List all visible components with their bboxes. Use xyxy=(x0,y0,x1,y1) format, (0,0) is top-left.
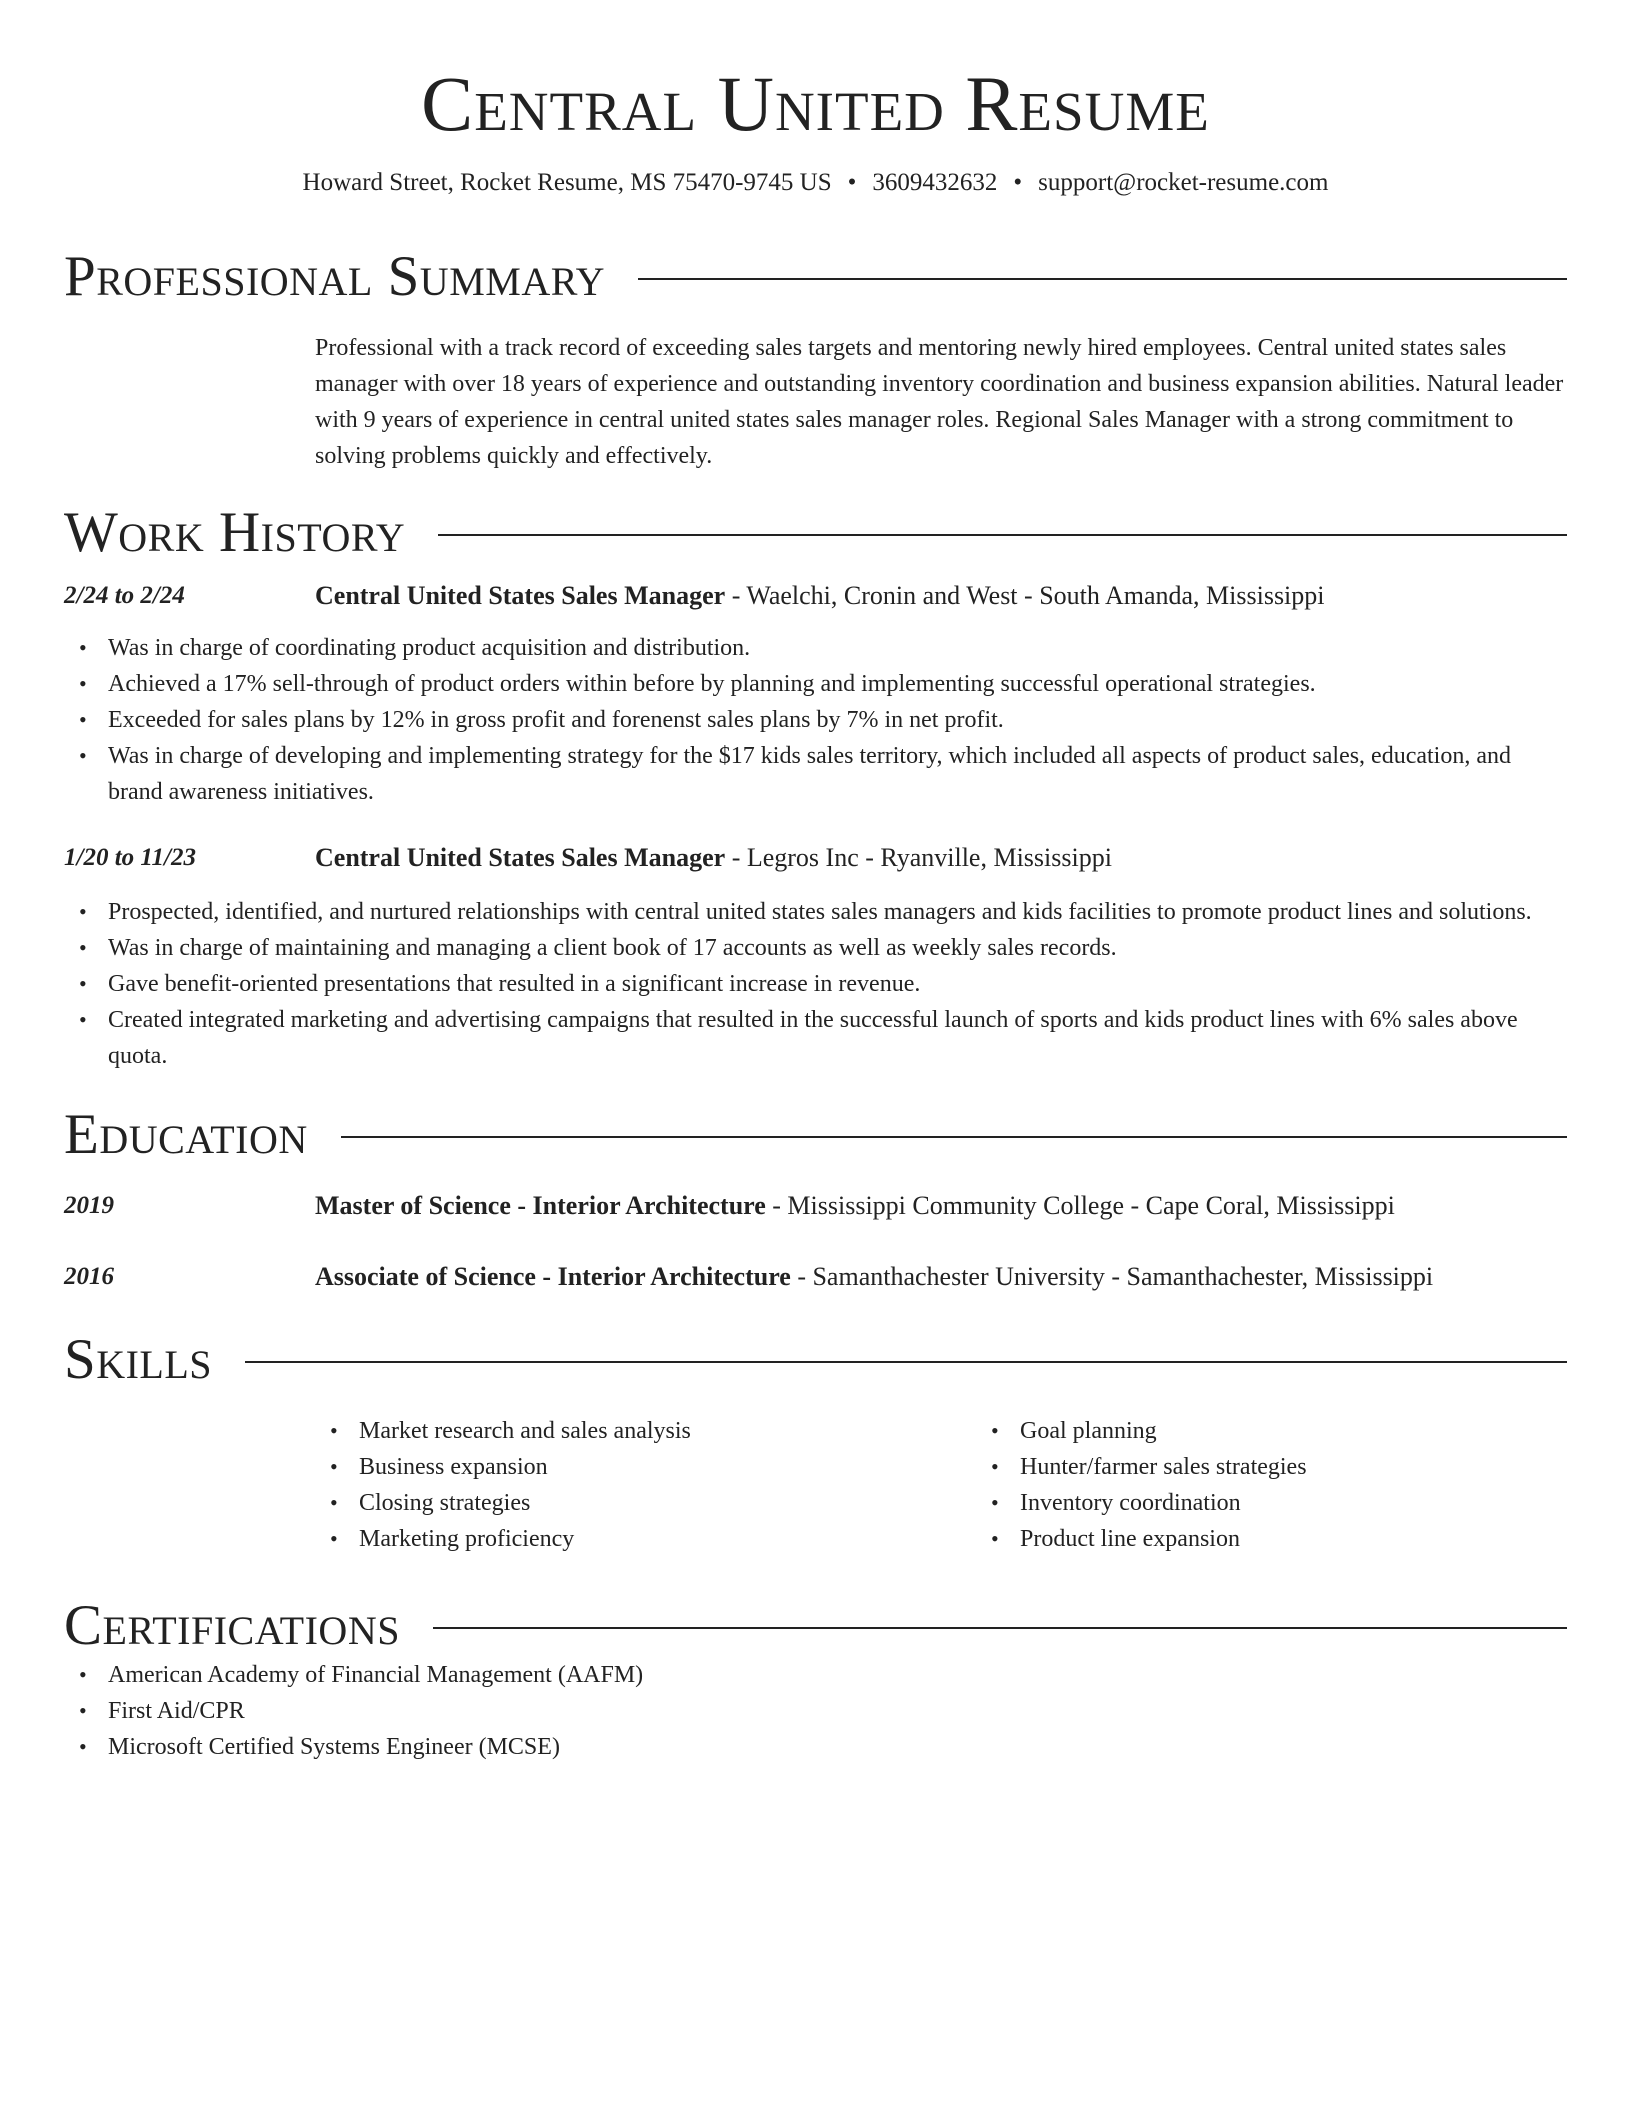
education-section-heading xyxy=(64,1104,1567,1166)
list-item: • Product line expansion xyxy=(1020,1521,1307,1557)
list-item: • Achieved a 17% sell-through of product orders within before by planning and implementing successful operational strategies. xyxy=(108,666,1567,702)
list-item: • Exceeded for sales plans by 12% in gross profit and forenenst sales plans by 7% in net profit. xyxy=(108,702,1567,738)
job-title: Central United States Sales Manager xyxy=(315,581,726,610)
job-heading xyxy=(315,840,1112,876)
education-school: - Mississippi Community College - Cape Coral, Mississippi xyxy=(765,1191,1395,1220)
job-bullets xyxy=(64,630,1567,810)
contact-phone: 3609432632 xyxy=(872,169,998,196)
certifications-list xyxy=(64,1657,1567,1765)
contact-address: Howard Street, Rocket Resume, MS 75470-9745 US xyxy=(302,169,832,196)
education-degree: Associate of Science - Interior Architecture xyxy=(315,1262,791,1291)
job-dates: 2/24 to 2/24 xyxy=(64,582,185,609)
contact-email[interactable]: support@rocket-resume.com xyxy=(1038,169,1329,196)
section-rule xyxy=(433,1627,1567,1629)
skills-section-heading xyxy=(64,1329,1567,1391)
list-item: • Was in charge of maintaining and managing a client book of 17 accounts as well as weekly sales records. xyxy=(108,930,1567,966)
education-heading xyxy=(315,1259,1433,1295)
list-item: • Market research and sales analysis xyxy=(359,1413,976,1449)
job-bullets xyxy=(64,894,1567,1074)
education-year: 2019 xyxy=(64,1192,114,1219)
education-entry xyxy=(64,1259,1567,1295)
education-degree: Master of Science - Interior Architecture xyxy=(315,1191,766,1220)
certifications-section-heading xyxy=(64,1595,1567,1657)
section-title: Certifications xyxy=(64,1594,400,1657)
list-item: • Hunter/farmer sales strategies xyxy=(1020,1449,1307,1485)
contact-separator: • xyxy=(1013,169,1023,196)
section-rule xyxy=(341,1136,1567,1138)
job-entry xyxy=(64,840,1567,1074)
section-title: Skills xyxy=(64,1328,213,1391)
job-employer: - Legros Inc - Ryanville, Mississippi xyxy=(725,843,1112,872)
education-year: 2016 xyxy=(64,1263,114,1290)
contact-separator: • xyxy=(847,169,857,196)
job-heading xyxy=(315,578,1325,614)
education-entry xyxy=(64,1188,1567,1224)
job-entry xyxy=(64,578,1567,810)
summary-section-heading xyxy=(64,246,1567,308)
section-title: Work History xyxy=(64,501,406,564)
education-school: - Samanthachester University - Samanthachester, Mississippi xyxy=(790,1262,1434,1291)
contact-line xyxy=(64,168,1567,198)
section-rule xyxy=(638,278,1567,280)
job-employer: - Waelchi, Cronin and West - South Amanda, Mississippi xyxy=(725,581,1325,610)
education-heading xyxy=(315,1188,1395,1224)
list-item: • American Academy of Financial Management (AAFM) xyxy=(108,1657,1567,1693)
list-item: • Marketing proficiency xyxy=(359,1521,976,1557)
list-item: • Microsoft Certified Systems Engineer (MCSE) xyxy=(108,1729,1567,1765)
job-title: Central United States Sales Manager xyxy=(315,843,726,872)
resume-name: Central United Resume xyxy=(421,60,1210,147)
list-item: • Gave benefit-oriented presentations that resulted in a significant increase in revenue. xyxy=(108,966,1567,1002)
skills-columns xyxy=(315,1413,1567,1557)
work-section-heading xyxy=(64,502,1567,564)
skills-list-right xyxy=(976,1413,1307,1557)
list-item: • Closing strategies xyxy=(359,1485,976,1521)
summary-text: Professional with a track record of exceeding sales targets and mentoring newly hired employees. Central united states sales manager with over 18 years of experience and outstanding inventory coordination and business expansion abilities. Natural leader with 9 years of experience in central united states sales manager roles. Regional Sales Manager with a strong commitment to solving problems quickly and effectively. xyxy=(315,335,1564,469)
list-item: • Prospected, identified, and nurtured relationships with central united states sales managers and kids facilities to promote product lines and solutions. xyxy=(108,894,1567,930)
list-item: • Was in charge of coordinating product acquisition and distribution. xyxy=(108,630,1567,666)
job-dates: 1/20 to 11/23 xyxy=(64,844,196,871)
list-item: • Business expansion xyxy=(359,1449,976,1485)
list-item: • Created integrated marketing and advertising campaigns that resulted in the successful launch of sports and kids product lines with 6% sales above quota. xyxy=(108,1002,1567,1074)
section-rule xyxy=(245,1361,1567,1363)
list-item: • Goal planning xyxy=(1020,1413,1307,1449)
section-title: Education xyxy=(64,1103,308,1166)
list-item: • Was in charge of developing and implementing strategy for the $17 kids sales territory, which included all aspects of product sales, education, and brand awareness initiatives. xyxy=(108,738,1567,810)
section-title: Professional Summary xyxy=(64,245,606,308)
skills-list-left xyxy=(315,1413,976,1557)
list-item: • First Aid/CPR xyxy=(108,1693,1567,1729)
list-item: • Inventory coordination xyxy=(1020,1485,1307,1521)
section-rule xyxy=(438,534,1567,536)
